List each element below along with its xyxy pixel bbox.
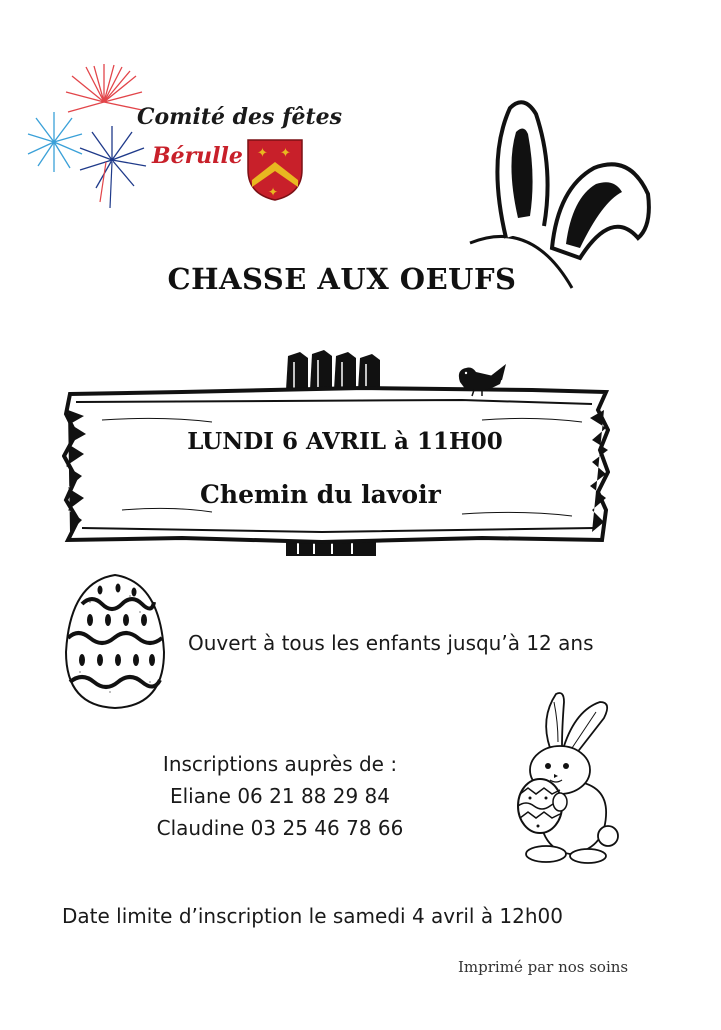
fireworks-icon xyxy=(24,62,324,212)
wooden-sign-icon xyxy=(62,350,610,560)
svg-text:✦: ✦ xyxy=(257,146,268,161)
contact-claudine: Claudine 03 25 46 78 66 xyxy=(156,816,404,840)
contacts-heading: Inscriptions auprès de : xyxy=(162,752,398,776)
age-info: Ouvert à tous les enfants jusqu’à 12 ans xyxy=(188,631,594,655)
bunny-with-egg-icon xyxy=(500,688,630,868)
registration-deadline: Date limite d’inscription le samedi 4 avril à 12h00 xyxy=(62,904,564,928)
coat-of-arms-icon xyxy=(248,140,302,200)
page-title: CHASSE AUX OEUFS xyxy=(167,262,517,296)
event-date: LUNDI 6 AVRIL à 11H00 xyxy=(187,428,503,455)
event-location: Chemin du lavoir xyxy=(200,480,441,509)
svg-text:✦: ✦ xyxy=(268,185,279,199)
contact-eliane: Eliane 06 21 88 29 84 xyxy=(169,784,391,808)
svg-text:✦: ✦ xyxy=(280,146,291,161)
printed-note: Imprimé par nos soins xyxy=(458,958,629,976)
easter-egg-icon xyxy=(60,572,170,712)
logo-title: Comité des fêtes xyxy=(137,104,343,130)
registration-contacts xyxy=(130,748,430,844)
logo-town: Bérulle xyxy=(152,143,243,169)
